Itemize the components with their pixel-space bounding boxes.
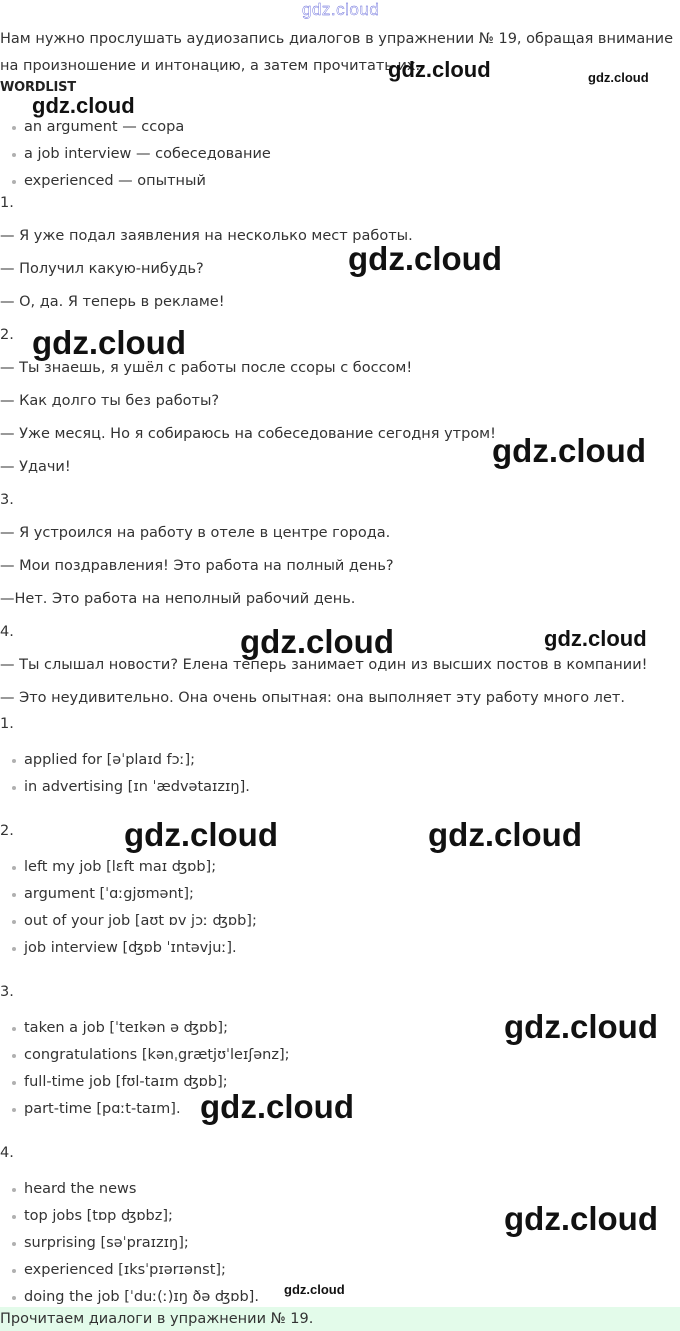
footer-note: Прочитаем диалоги в упражнении № 19. [0, 1307, 680, 1331]
watermark: gdz.cloud [588, 70, 649, 85]
dialog-line: — Получил какую-нибудь? [0, 261, 204, 277]
dialog-line: — Я уже подал заявления на несколько мест работы. [0, 228, 413, 244]
dialog-line: —Нет. Это работа на неполный рабочий день. [0, 591, 356, 607]
watermark: gdz.cloud [348, 240, 502, 277]
list-item: experienced [ɪksˈpɪərɪənst]; [0, 1257, 259, 1284]
watermark: gdz.cloud [492, 432, 646, 469]
watermark: gdz.cloud [284, 1282, 345, 1297]
wordlist [0, 114, 271, 195]
watermark: gdz.cloud [32, 93, 135, 118]
section-number: 1. [0, 716, 14, 732]
wordlist-title: WORDLIST [0, 80, 76, 95]
dialog-number: 4. [0, 624, 14, 640]
watermark: gdz.cloud [200, 1088, 354, 1125]
watermark: gdz.cloud [544, 626, 647, 651]
list-item: argument [ˈɑːgjʊmənt]; [0, 881, 257, 908]
list-item: top jobs [tɒp ʤɒbz]; [0, 1203, 259, 1230]
site-logo[interactable]: gdz.cloud [302, 0, 380, 19]
section-number: 2. [0, 823, 14, 839]
watermark: gdz.cloud [240, 623, 394, 660]
list-item: job interview [ʤɒb ˈɪntəvjuː]. [0, 935, 257, 962]
list-item: a job interview — собеседование [0, 141, 271, 168]
dialog-line: — Уже месяц. Но я собираюсь на собеседование сегодня утром! [0, 426, 496, 442]
phonetics-list [0, 1176, 259, 1311]
list-item: heard the news [0, 1176, 259, 1203]
list-item: part-time [pɑːt-taɪm]. [0, 1096, 290, 1123]
dialog-number: 3. [0, 492, 14, 508]
list-item: in advertising [ɪn ˈædvətaɪzɪŋ]. [0, 774, 250, 801]
list-item: taken a job [ˈteɪkən ə ʤɒb]; [0, 1015, 290, 1042]
list-item: doing the job [ˈduː(ː)ɪŋ ðə ʤɒb]. [0, 1284, 259, 1311]
list-item: left my job [lɛft maɪ ʤɒb]; [0, 854, 257, 881]
dialog-line: — Удачи! [0, 459, 71, 475]
list-item: experienced — опытный [0, 168, 271, 195]
watermark: gdz.cloud [504, 1008, 658, 1045]
list-item: congratulations [kənˌgrætjʊˈleɪʃənz]; [0, 1042, 290, 1069]
watermark: gdz.cloud [388, 57, 491, 82]
dialog-number: 1. [0, 195, 14, 211]
watermark: gdz.cloud [504, 1200, 658, 1237]
list-item: surprising [səˈpraɪzɪŋ]; [0, 1230, 259, 1257]
intro-text: Нам нужно прослушать аудиозапись диалогов в упражнении № 19, обращая внимание на произношение и интонацию, а затем прочитать их. [0, 31, 674, 74]
section-number: 4. [0, 1145, 14, 1161]
section-number: 3. [0, 984, 14, 1000]
dialog-line: — Ты слышал новости? Елена теперь занимает один из высших постов в компании! [0, 657, 648, 673]
phonetics-list [0, 747, 250, 801]
watermark: gdz.cloud [124, 816, 278, 853]
dialog-line: — Я устроился на работу в отеле в центре города. [0, 525, 391, 541]
watermark: gdz.cloud [32, 324, 186, 361]
phonetics-list [0, 854, 257, 962]
list-item: an argument — ссора [0, 114, 271, 141]
dialog-number: 2. [0, 327, 14, 343]
watermark: gdz.cloud [428, 816, 582, 853]
list-item: applied for [əˈplaɪd fɔː]; [0, 747, 250, 774]
list-item: out of your job [aʊt ɒv jɔː ʤɒb]; [0, 908, 257, 935]
dialog-line: — Как долго ты без работы? [0, 393, 220, 409]
dialog-line: — Это неудивительно. Она очень опытная: она выполняет эту работу много лет. [0, 690, 625, 706]
dialog-line: — О, да. Я теперь в рекламе! [0, 294, 225, 310]
dialog-line: — Ты знаешь, я ушёл с работы после ссоры с боссом! [0, 360, 413, 376]
list-item: full-time job [fʊl-taɪm ʤɒb]; [0, 1069, 290, 1096]
dialog-line: — Мои поздравления! Это работа на полный день? [0, 558, 394, 574]
